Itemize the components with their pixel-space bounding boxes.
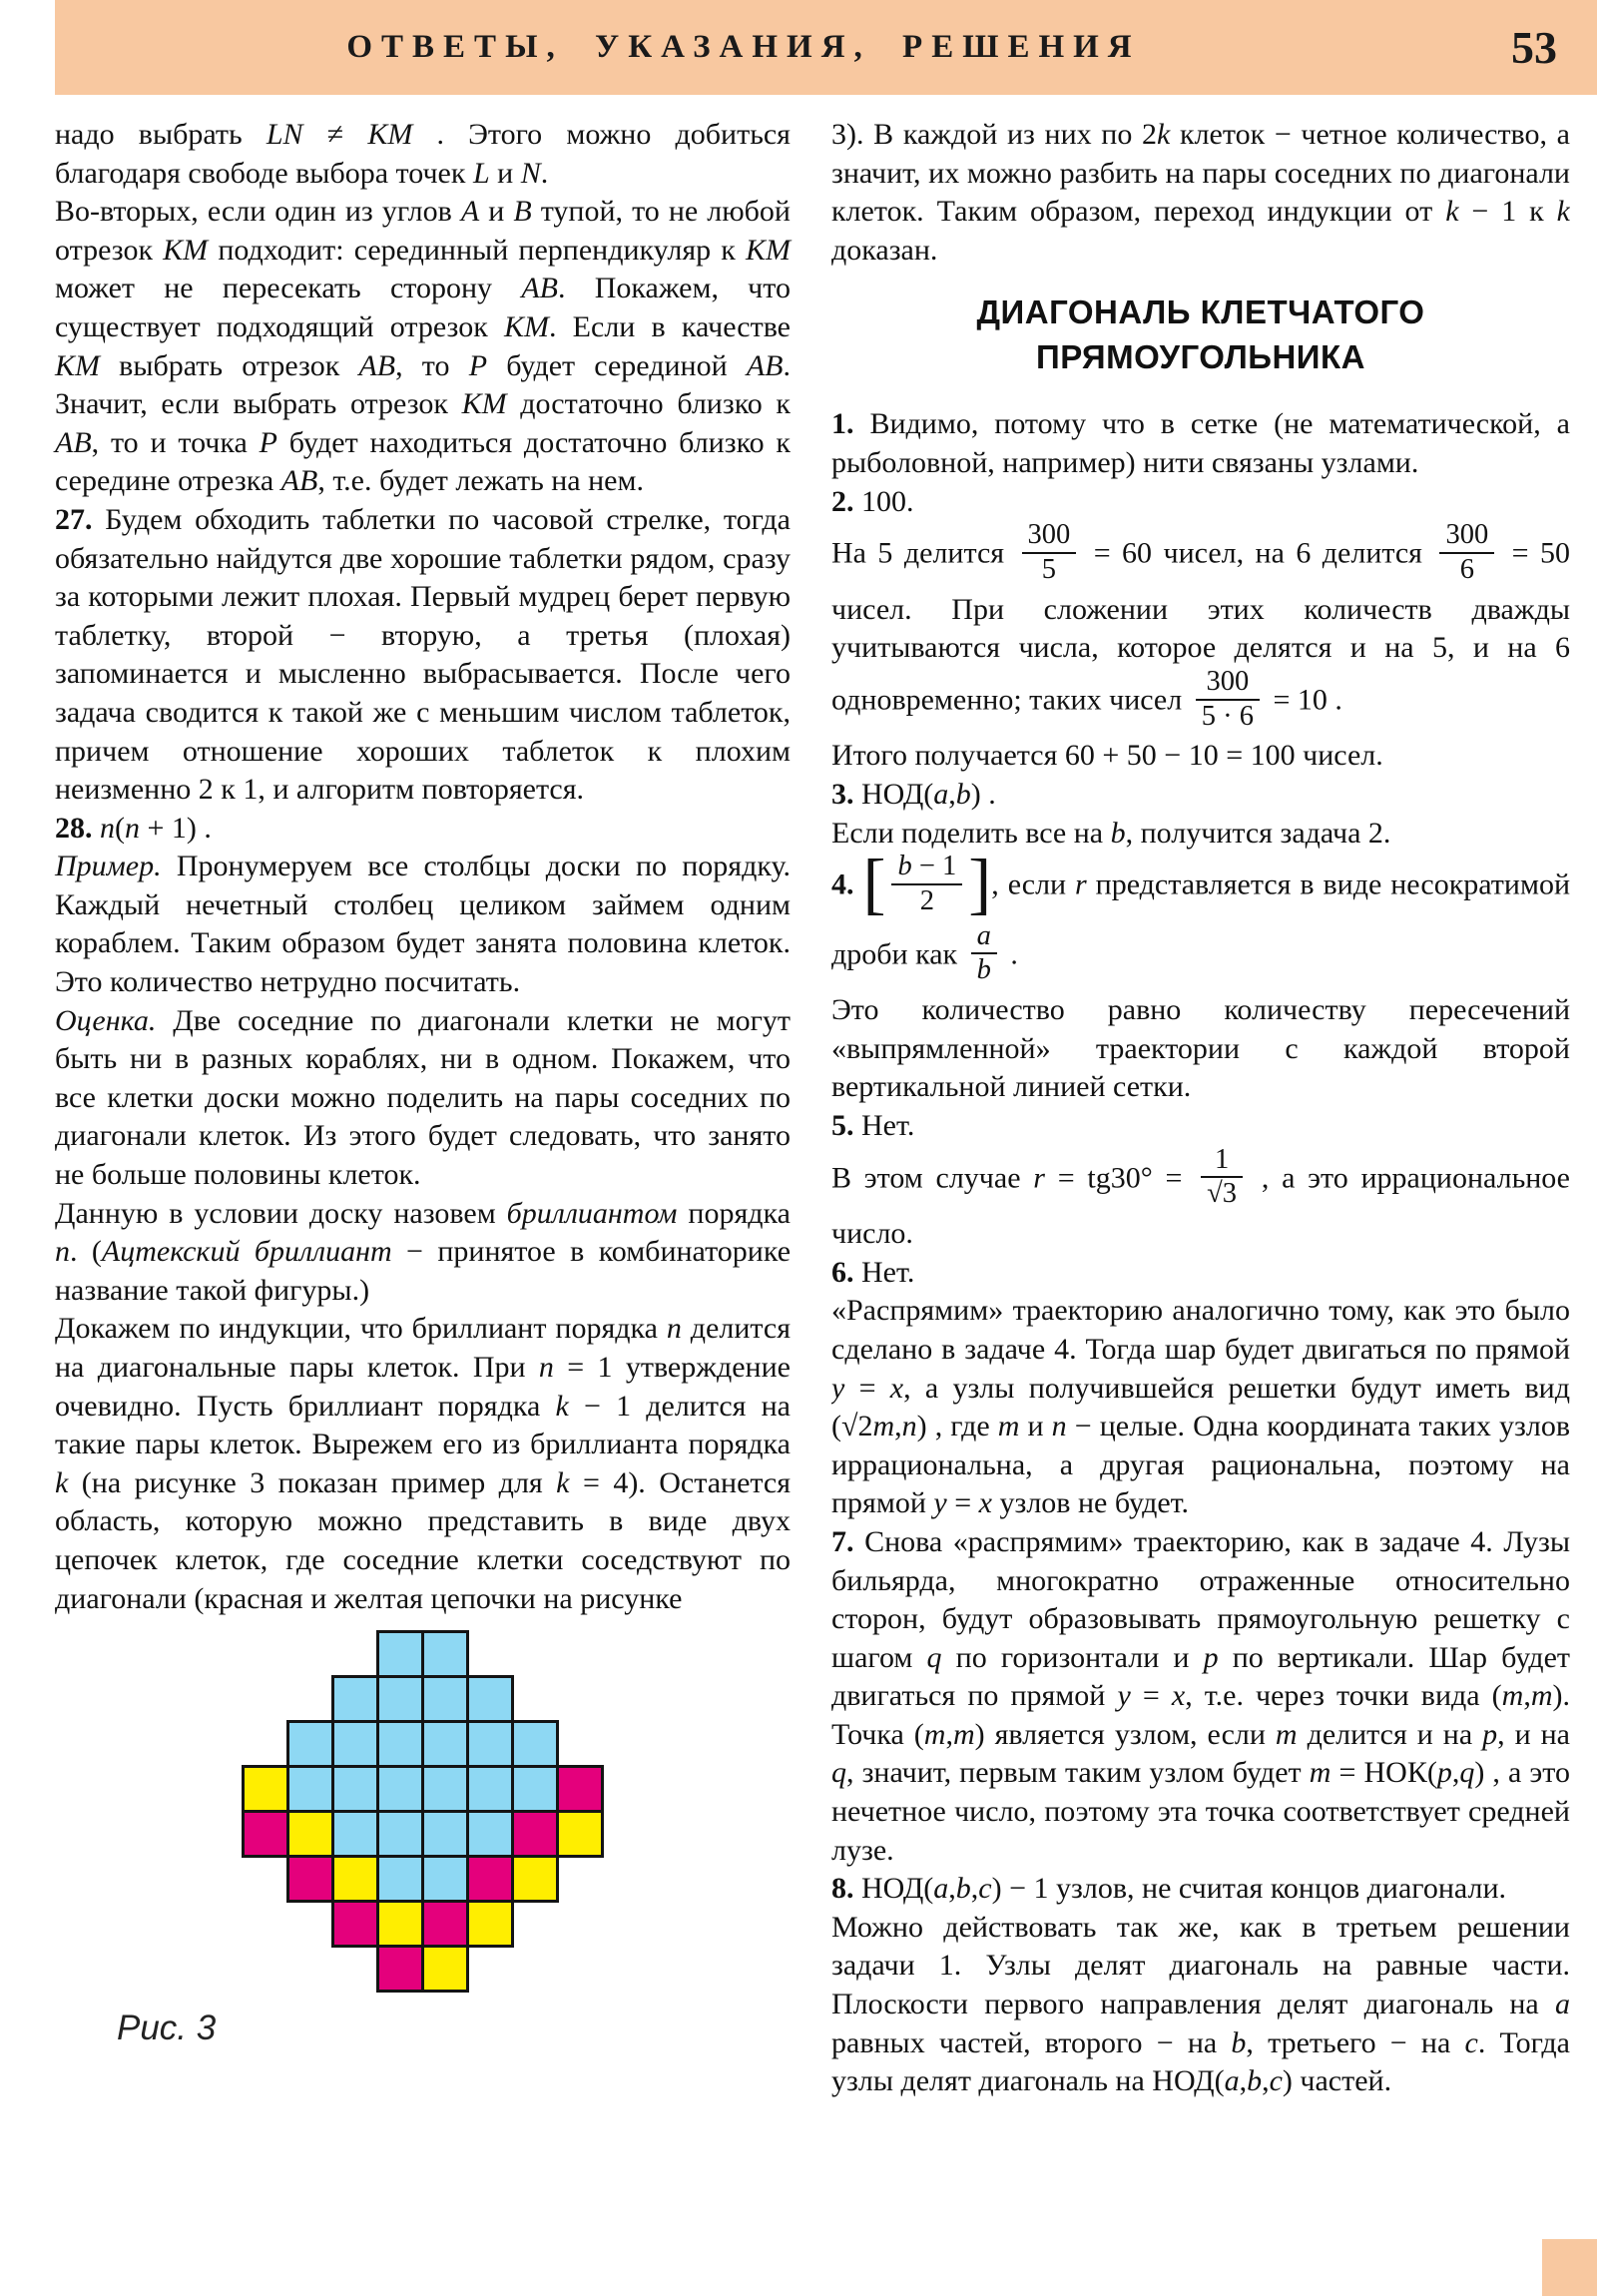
text-run: LN [266, 118, 303, 151]
text-run: AB [358, 348, 396, 382]
text-run: и [489, 156, 521, 190]
text-run: по вертикали. Шар будет двигаться по прямой [831, 1640, 1570, 1713]
text-run: k [1445, 195, 1459, 229]
text-run: ) является узлом, если [974, 1717, 1276, 1751]
left-column [55, 116, 791, 2048]
text-run: P [259, 425, 277, 459]
text-run: a [1555, 1988, 1570, 2021]
text-run: k [556, 1465, 570, 1499]
text-run: n [901, 1410, 917, 1443]
paragraph [831, 1870, 1570, 1909]
text-run: n [55, 1235, 70, 1269]
problem-number: 27. [55, 502, 93, 536]
corner-tab [1542, 2239, 1597, 2296]
text-run: a [933, 1872, 949, 1906]
text-run: − 1 к [1458, 195, 1557, 229]
text-run: . Значит, если выбрать отрезок [55, 348, 791, 421]
page-number: 53 [1511, 22, 1557, 73]
text-run: N [520, 156, 541, 190]
problem-number: 28. [55, 811, 93, 845]
text-run: , [945, 1717, 953, 1751]
text-run: делится на диагональные пары клеток. При [55, 1312, 791, 1384]
text-run: 300 [1445, 519, 1489, 551]
diamond-cell-yellow [331, 1855, 379, 1903]
paragraph [831, 116, 1570, 270]
text-run: = 1 утверждение очевидно. Пусть бриллиант порядка [55, 1351, 791, 1423]
text-run: , т.е. будет лежать на нем. [317, 464, 644, 498]
text-run: по горизонтали и [941, 1640, 1204, 1674]
paragraph [831, 1292, 1570, 1523]
text-run: НОД( [853, 778, 934, 811]
text-run: n [666, 1312, 682, 1346]
text-run: KM [367, 118, 413, 151]
big-bracket: ] [968, 845, 992, 921]
text-run: Пример. [55, 850, 162, 883]
fraction [1022, 520, 1077, 586]
paragraph [55, 1002, 791, 1195]
text-run: Если поделить все на [831, 816, 1111, 850]
problem-number: 3. [831, 778, 854, 811]
text-run: − целые. Одна координата таких узлов иррациональна, а другая рациональна, поэтому на прямой [831, 1410, 1570, 1520]
text-run: ) . [970, 778, 996, 811]
paragraph [831, 1143, 1570, 1254]
text-run: , если [991, 867, 1076, 901]
text-run: m [872, 1410, 895, 1443]
text-run: , значит, первым таким узлом будет [846, 1756, 1310, 1790]
text-run: p [1203, 1640, 1219, 1674]
text-run: = [844, 1371, 890, 1405]
figure-caption: Рис. 3 [117, 2009, 217, 2048]
diamond-cell-blue [331, 1810, 379, 1858]
text-run: 1 [1214, 1143, 1230, 1175]
text-run: ) частей. [1282, 2064, 1392, 2098]
aztec-diamond-figure [242, 1630, 604, 1993]
problem-number: 2. [831, 484, 854, 518]
right-column [831, 116, 1570, 2296]
text-run: Будем обходить таблетки по часовой стрелке, тогда обязательно найдутся две хорошие таблетки рядом, сразу за которыми лежит плохая. Первый мудрец берет первую таблетку, второй − вторую, а третья (плохая) запоминается и мысленно выбрасывается. После чего задача сводится к такой же с меньшим числом таблеток, причем отношение хороших таблеток к плохим неизменно 2 к 1, и алгоритм повторяется. [55, 502, 791, 807]
text-run: a [933, 778, 949, 811]
text-run: 100. [853, 484, 914, 518]
text-run: , [948, 1872, 956, 1906]
text-run: 300 [1027, 519, 1071, 551]
text-run: b [976, 954, 991, 986]
text-run: AB [746, 348, 784, 382]
diamond-cell-blue [376, 1855, 424, 1903]
problem-number: 7. [831, 1524, 854, 1558]
text-run: Можно действовать так же, как в третьем решении задачи 1. Узлы делят диагональ на равные части. Плоскости первого направления делят диагональ на [831, 1910, 1570, 2021]
text-run: x [889, 1371, 904, 1405]
text-run: тупой, то не любой отрезок [55, 195, 791, 267]
text-run: порядка [677, 1196, 791, 1230]
text-run: ≠ [302, 118, 368, 151]
diamond-cell-blue [376, 1630, 424, 1678]
text-run: a [976, 919, 991, 951]
text-run: . ( [70, 1235, 102, 1269]
text-run: KM [461, 387, 507, 421]
text-run: x [978, 1486, 992, 1520]
problem-number: 1. [831, 407, 854, 441]
paragraph [55, 501, 791, 810]
text-run: KM [55, 348, 100, 382]
text-run: Видимо, потому что в сетке (не математической, а рыболовной, например) нити связаны узлами. [831, 407, 1570, 479]
section-heading-line: ПРЯМОУГОЛЬНИКА [1035, 338, 1365, 376]
text-run: бриллиантом [506, 1196, 678, 1230]
paragraph [831, 991, 1570, 1107]
problem-number: 4. [831, 867, 854, 901]
text-run: q [926, 1640, 942, 1674]
text-run: , [1451, 1756, 1460, 1790]
text-run: c [1464, 2025, 1478, 2059]
text-run: На 5 делится [831, 536, 1016, 570]
text-run: 6 [1459, 553, 1474, 585]
paragraph [55, 1310, 791, 1618]
problem-number: 8. [831, 1872, 854, 1906]
text-run: k [1556, 195, 1570, 229]
text-run: Ацтекский бриллиант [101, 1235, 392, 1269]
text-run [93, 812, 101, 845]
text-run: , получится задача 2. [1125, 816, 1391, 850]
text-run: b [1231, 2025, 1247, 2059]
text-run: Снова «распрямим» траекторию, как в задаче 4. Лузы бильярда, многократно отраженные относительно сторон, будут образовывать прямоугольную решетку с шагом [831, 1524, 1570, 1674]
text-run: k [555, 1389, 569, 1423]
diamond-cell-blue [466, 1720, 514, 1768]
diamond-cell-magenta [556, 1765, 604, 1813]
text-run: , т.е. через точки вида ( [1185, 1679, 1502, 1713]
text-run: n [125, 811, 140, 845]
diamond-cell-magenta [242, 1810, 289, 1858]
diamond-cell-blue [466, 1810, 514, 1858]
paragraph [831, 1107, 1570, 1146]
page-header-title: ОТВЕТЫ, УКАЗАНИЯ, РЕШЕНИЯ [346, 29, 1141, 65]
text-run: = 60 чисел, на 6 делится [1082, 536, 1434, 570]
text-run: , [1262, 2064, 1270, 2098]
fraction [971, 921, 997, 987]
text-run: m [923, 1717, 946, 1751]
paragraph [55, 1195, 791, 1311]
diamond-cell-blue [466, 1675, 514, 1723]
text-run: n [1051, 1410, 1067, 1443]
diamond-cell-blue [331, 1720, 379, 1768]
text-run: 3). В каждой из них по 2 [831, 118, 1158, 151]
text-run: n [100, 811, 115, 845]
diamond-cell-blue [286, 1720, 334, 1768]
text-run: AB [55, 425, 92, 459]
text-run: , [1523, 1679, 1531, 1713]
text-run: Пронумеруем все столбцы доски по порядку. Каждый нечетный столбец целиком займем одним кораблем. Таким образом будет занята половина клеток. Это количество нетрудно посчитать. [55, 850, 791, 999]
diamond-cell-yellow [376, 1900, 424, 1948]
text-run: c [1269, 2064, 1283, 2098]
paragraph [831, 845, 1570, 991]
text-run: A [460, 195, 480, 229]
diamond-cell-blue [511, 1765, 559, 1813]
diamond-cell-magenta [466, 1855, 514, 1903]
text-run: q [831, 1756, 846, 1790]
text-run: = НОК( [1331, 1756, 1437, 1790]
text-run: y [831, 1371, 845, 1405]
fraction [1439, 520, 1494, 586]
section-heading-line: ДИАГОНАЛЬ КЛЕТЧАТОГО [976, 293, 1425, 331]
text-run: P [468, 348, 488, 382]
text-run: . [540, 156, 549, 190]
paragraph [831, 1254, 1570, 1293]
paragraph [831, 737, 1570, 776]
text-run: − 1 [911, 851, 957, 882]
paragraph [55, 810, 791, 849]
text-run: будет находиться достаточно близко к середине отрезка [55, 425, 792, 498]
diamond-cell-blue [376, 1675, 424, 1723]
text-run: AB [280, 464, 318, 498]
text-run: Во-вторых, если один из углов [55, 195, 461, 229]
text-run: 2 [919, 884, 934, 916]
diamond-cell-yellow [466, 1900, 514, 1948]
text-run: . [1002, 937, 1018, 971]
text-run: k [1157, 118, 1171, 151]
diamond-cell-magenta [376, 1945, 424, 1993]
diamond-cell-blue [331, 1675, 379, 1723]
text-run: клеток − четное количество, а значит, их можно разбить на пары соседних по диагонали клеток. Таким образом, переход индукции от [831, 118, 1570, 229]
diamond-cell-magenta [421, 1900, 469, 1948]
paragraph [55, 848, 791, 1001]
text-run: может не пересекать сторону [55, 272, 522, 305]
text-run: Докажем по индукции, что бриллиант порядка [55, 1312, 667, 1346]
text-run: представляется в виде несократимой дроби как [831, 867, 1570, 971]
diamond-cell-blue [376, 1720, 424, 1768]
text-run: KM [503, 309, 549, 343]
diamond-cell-yellow [511, 1855, 559, 1903]
text-run: b [955, 1872, 971, 1906]
text-run: = 10 . [1265, 683, 1342, 717]
text-run: − принятое в комбинаторике название такой фигуры.) [55, 1235, 792, 1307]
text-run: KM [746, 233, 791, 267]
text-run: Нет. [853, 1255, 915, 1289]
text-run: √3 [1207, 1178, 1238, 1210]
paragraph [55, 193, 791, 501]
big-bracket: [ [862, 845, 886, 921]
text-run: , а узлы получившейся решетки будут иметь вид (√2 [831, 1371, 1570, 1443]
text-run: подходит: серединный перпендикуляр к [208, 233, 746, 267]
text-run: ) , а это нечетное число, поэтому эта точка соответствует средней лузе. [831, 1756, 1570, 1867]
text-run: Итого получается 60 + 50 − 10 = 100 чисел. [831, 739, 1383, 773]
text-run: m [1501, 1679, 1524, 1713]
text-run: Это количество равно количеству пересечений «выпрямленной» траектории с каждой второй вертикальной линией сетки. [831, 993, 1570, 1104]
text-run: k [55, 1465, 69, 1499]
text-run: В этом случае [831, 1161, 1034, 1195]
text-run: , то [395, 348, 469, 382]
text-run: , третьего − на [1246, 2025, 1465, 2059]
fraction [1196, 667, 1260, 733]
text-run: 300 [1206, 665, 1250, 697]
diamond-cell-blue [421, 1720, 469, 1768]
text-run: Оценка. [55, 1003, 157, 1037]
text-run: = [1130, 1679, 1172, 1713]
paragraph [831, 405, 1570, 482]
paragraph [831, 1909, 1570, 2101]
paragraph [831, 1523, 1570, 1870]
text-run: ( [115, 811, 125, 845]
text-run: 5 · 6 [1201, 700, 1254, 732]
text-run: L [472, 156, 490, 190]
text-run: Две соседние по диагонали клетки не могут быть ни в разных кораблях, ни в одном. Покажем, что все клетки доски можно поделить на пары соседних по диагонали клеток. Из этого будет следовать, что занято не больше половины клеток. [55, 1003, 791, 1192]
text-run: . Этого можно добиться благодаря свободе выбора точек [55, 118, 791, 190]
text-run: r [1075, 867, 1087, 901]
text-run: выбрать отрезок [100, 348, 359, 382]
text-run: c [978, 1872, 992, 1906]
text-run: . Тогда узлы делят диагональ на НОД( [831, 2025, 1570, 2098]
diamond-cell-blue [376, 1810, 424, 1858]
diamond-cell-blue [511, 1720, 559, 1768]
diamond-cell-blue [421, 1630, 469, 1678]
paragraph [831, 483, 1570, 522]
text-run: n [538, 1351, 554, 1384]
text-run: b [1247, 2064, 1263, 2098]
text-run: m [1275, 1717, 1298, 1751]
text-run: ) , где [916, 1410, 998, 1443]
text-run: , [970, 1872, 979, 1906]
diamond-cell-magenta [331, 1900, 379, 1948]
text-run: = [946, 1486, 979, 1520]
text-run: , и на [1497, 1717, 1570, 1751]
text-run: b [897, 851, 912, 882]
problem-number: 5. [831, 1109, 854, 1143]
text-run: . Если в качестве [548, 309, 791, 343]
text-run: надо выбрать [55, 118, 266, 151]
text-run: и [1019, 1410, 1052, 1443]
text-run: , [948, 778, 956, 811]
fraction [891, 852, 962, 917]
paragraph [55, 116, 791, 193]
text-run: достаточно близко к [506, 387, 791, 421]
text-run: Данную в условии доску назовем [55, 1196, 507, 1230]
text-run: 5 [1041, 553, 1056, 585]
text-run: p [1482, 1717, 1498, 1751]
text-run: p [1436, 1756, 1452, 1790]
text-run: x [1171, 1679, 1186, 1713]
text-run: . Покажем, что существует подходящий отрезок [55, 272, 791, 343]
diamond-cell-blue [466, 1765, 514, 1813]
text-run: q [1459, 1756, 1475, 1790]
paragraph [831, 521, 1570, 737]
paragraph [831, 776, 1570, 815]
text-run: ). Точка ( [831, 1679, 1570, 1751]
diamond-cell-blue [421, 1855, 469, 1903]
paragraph [831, 815, 1570, 854]
text-run: y [1117, 1679, 1131, 1713]
text-run: m [1530, 1679, 1553, 1713]
text-run: AB [521, 272, 558, 305]
diamond-cell-yellow [242, 1765, 289, 1813]
fraction [1201, 1145, 1243, 1211]
text-run: = tg30° = [1044, 1161, 1196, 1195]
diamond-cell-blue [376, 1765, 424, 1813]
text-run: + 1) . [140, 811, 212, 845]
text-run: − 1 делится на такие пары клеток. Вырежем его из бриллианта порядка [55, 1389, 791, 1461]
text-run: , а это иррациональное число. [831, 1161, 1570, 1251]
text-run: (на рисунке 3 показан пример для [68, 1465, 557, 1499]
text-run: y [933, 1486, 947, 1520]
text-run: НОД( [853, 1872, 934, 1906]
diamond-cell-blue [421, 1675, 469, 1723]
problem-number: 6. [831, 1255, 854, 1289]
section-heading [831, 289, 1570, 379]
text-run: KM [163, 233, 209, 267]
text-run: делится и на [1297, 1717, 1483, 1751]
text-run: ) − 1 узлов, не считая концов диагонали. [991, 1872, 1507, 1906]
text-run: «Распрямим» траекторию аналогично тому, как это было сделано в задаче 4. Тогда шар будет двигаться по прямой [831, 1294, 1570, 1366]
text-run: , [894, 1410, 902, 1443]
text-run: , то и точка [91, 425, 260, 459]
text-run: b [955, 778, 971, 811]
text-run: Нет. [853, 1109, 915, 1143]
text-run: будет серединой [487, 348, 747, 382]
text-run: = 4). Останется область, которую можно представить в виде двух цепочек клеток, где соседние клетки соседствуют по диагонали (красная и желтая цепочки на рисунке [55, 1465, 791, 1615]
diamond-cell-magenta [511, 1810, 559, 1858]
text-run: b [1110, 816, 1126, 850]
diamond-cell-blue [421, 1810, 469, 1858]
text-run: равных частей, второго − на [831, 2025, 1232, 2059]
diamond-cell-yellow [421, 1945, 469, 1993]
text-run: r [1033, 1161, 1045, 1195]
text-run: доказан. [831, 233, 938, 267]
text-run: = 50 чисел. При сложении этих количеств дважды учитываются числа, которое делятся и на 5, и на 6 одновременно; таких чисел [831, 536, 1570, 717]
text-run: и [479, 195, 514, 229]
text-run: m [997, 1410, 1020, 1443]
diamond-cell-yellow [556, 1810, 604, 1858]
diamond-cell-blue [331, 1765, 379, 1813]
diamond-cell-blue [286, 1765, 334, 1813]
diamond-cell-magenta [286, 1855, 334, 1903]
text-run: m [952, 1717, 975, 1751]
text-run: узлов не будет. [991, 1486, 1190, 1520]
text-run: , [1239, 2064, 1248, 2098]
diamond-cell-yellow [286, 1810, 334, 1858]
text-run: a [1224, 2064, 1240, 2098]
diamond-cell-blue [421, 1765, 469, 1813]
text-run: B [513, 195, 532, 229]
text-run: m [1309, 1756, 1331, 1790]
